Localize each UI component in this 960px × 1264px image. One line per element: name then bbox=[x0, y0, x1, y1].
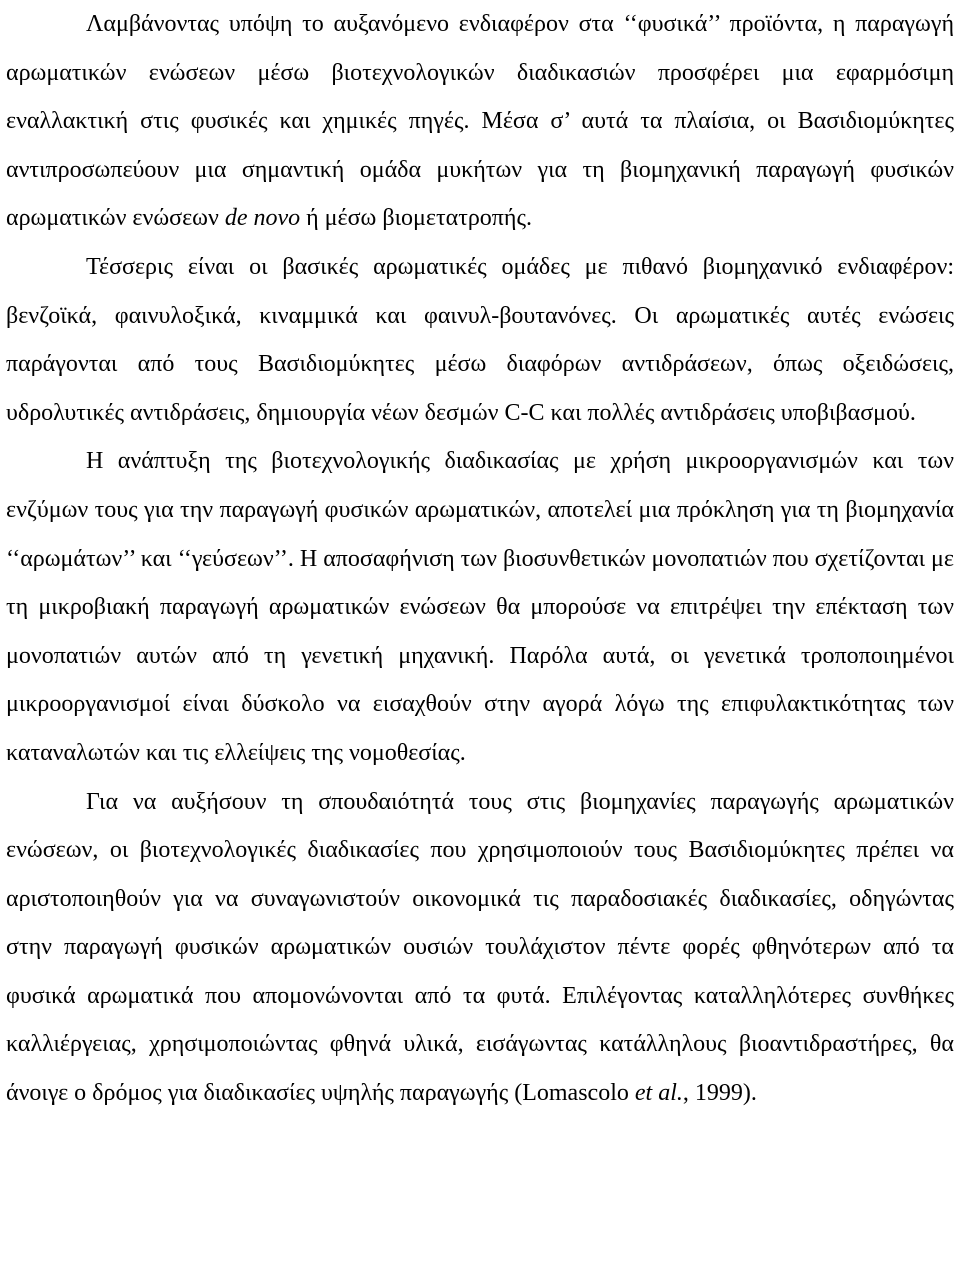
paragraph-2 bbox=[6, 243, 954, 437]
paragraph-text: Για να αυξήσουν τη σπουδαιότητά τους στις βιομηχανίες παραγωγής αρωματικών ενώσεων, οι βιοτεχνολογικές διαδικασίες που χρησιμοποιούν τους Βασιδιομύκητες πρέπει να αριστοποιηθούν για να συναγωνιστούν οικονομικά τις παραδοσιακές διαδικασίες, οδηγώντας στην παραγωγή φυσικών αρωματικών ουσιών τουλάχιστον πέντε φορές φθηνότερων από τα φυσικά αρωματικά που απομονώνονται από τα φυτά. Επιλέγοντας καταλληλότερες συνθήκες καλλιέργειας, χρησιμοποιώντας φθηνά υλικά, εισάγωντας κατάλληλους βιοαντιδραστήρες, θα άνοιγε ο δρόμος για διαδικασίες υψηλής παραγωγής (Lomascolo bbox=[6, 788, 954, 1107]
paragraph-text: Η ανάπτυξη της βιοτεχνολογικής διαδικασίας με χρήση μικροοργανισμών και των ενζύμων τους για την παραγωγή φυσικών αρωματικών, αποτελεί μια πρόκληση για τη βιομηχανία ‘‘αρωμάτων’’ και ‘‘γεύσεων’’. Η αποσαφήνιση των βιοσυνθετικών μονοπατιών που σχετίζονται με τη μικροβιακή παραγωγή αρωματικών ενώσεων θα μπορούσε να επιτρέψει την επέκταση των μονοπατιών αυτών από τη γενετική μηχανική. Παρόλα αυτά, οι γενετικά τροποποιημένοι μικροοργανισμοί είναι δύσκολο να εισαχθούν στην αγορά λόγω της επιφυλακτικότητας των καταναλωτών και τις ελλείψεις της νομοθεσίας. bbox=[6, 448, 954, 766]
paragraph-4 bbox=[6, 778, 954, 1118]
paragraph-text: Λαμβάνοντας υπόψη το αυξανόμενο ενδιαφέρον στα ‘‘φυσικά’’ προϊόντα, η παραγωγή αρωματικών ενώσεων μέσω βιοτεχνολογικών διαδικασιών προσφέρει μια εφαρμόσιμη εναλλακτική στις φυσικές και χημικές πηγές. Μέσα σ’ αυτά τα πλαίσια, οι Βασιδιομύκητες αντιπροσωπεύουν μια σημαντική ομάδα μυκήτων για τη βιομηχανική παραγωγή φυσικών αρωματικών ενώσεων bbox=[6, 11, 954, 232]
paragraph-3 bbox=[6, 437, 954, 777]
paragraph-text: ή μέσω βιομετατροπής. bbox=[300, 205, 532, 232]
paragraph-1 bbox=[6, 0, 954, 243]
italic-term-de-novo: de novo bbox=[224, 205, 301, 232]
citation-year: , 1999). bbox=[682, 1080, 757, 1107]
italic-term-et-al: et al. bbox=[634, 1080, 683, 1107]
document-page bbox=[6, 0, 954, 1118]
paragraph-text: Τέσσερις είναι οι βασικές αρωματικές ομάδες με πιθανό βιομηχανικό ενδιαφέρον: βενζοϊκά, φαινυλοξικά, κιναμμικά και φαινυλ-βουτανόνες. Οι αρωματικές αυτές ενώσεις παράγονται από τους Βασιδιομύκητες μέσω διαφόρων αντιδράσεων, όπως οξειδώσεις, υδρολυτικές αντιδράσεις, δημιουργία νέων δεσμών C-C και πολλές αντιδράσεις υποβιβασμού. bbox=[6, 253, 954, 426]
